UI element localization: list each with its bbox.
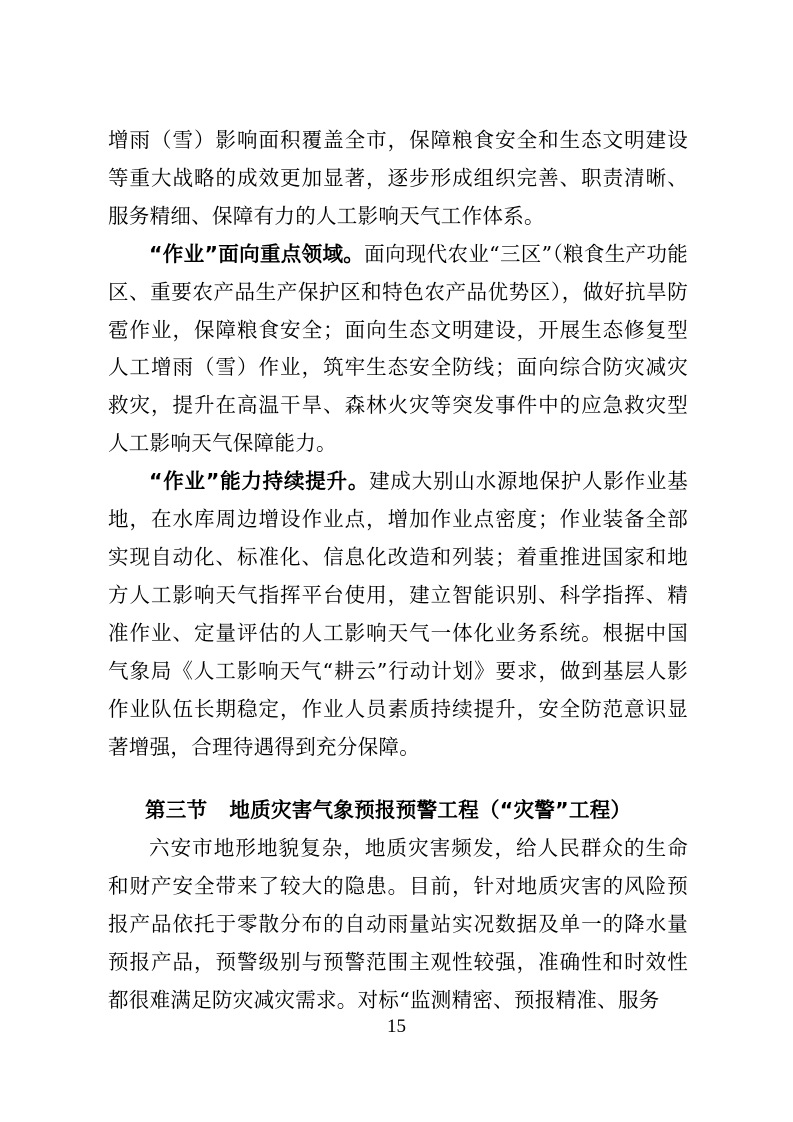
paragraph-key-areas: [108, 236, 688, 463]
paragraph-lead-heading: “作业”面向重点领域。: [149, 241, 365, 266]
paragraph-text: 建成大别山水源地保护人影作业基地，在水库周边增设作业点，增加作业点密度；作业装备全部实现自动化、标准化、信息化改造和列装；着重推进国家和地方人工影响天气指挥平台使用，建立智能识别、科学指挥、精准作业、定量评估的人工影响天气一体化业务系统。根据中国气象局《人工影响天气“耕云”行动计划》要求，做到基层人影作业队伍长期稳定，作业人员素质持续提升，安全防范意识显著增强，合理待遇得到充分保障。: [108, 469, 688, 759]
page-number: 15: [387, 1016, 406, 1037]
paragraph-text: 增雨（雪）影响面积覆盖全市，保障粮食安全和生态文明建设等重大战略的成效更加显著，逐步形成组织完善、职责清晰、服务精细、保障有力的人工影响天气工作体系。: [108, 128, 688, 228]
paragraph-geohazard: [108, 830, 688, 1020]
page-body: [108, 122, 688, 1020]
paragraph-continuation: [108, 122, 688, 236]
section-number: 第三节: [145, 798, 208, 823]
section-title: 地质灾害气象预报预警工程（“灾警”工程）: [229, 798, 632, 823]
section-heading: [108, 792, 688, 830]
paragraph-lead-heading: “作业”能力持续提升。: [149, 469, 370, 494]
paragraph-text: 六安市地形地貌复杂，地质灾害频发，给人民群众的生命和财产安全带来了较大的隐患。目前，针对地质灾害的风险预报产品依托于零散分布的自动雨量站实况数据及单一的降水量预报产品，预警级别与预警范围主观性较强，准确性和时效性都很难满足防灾减灾需求。对标“监测精密、预报精准、服务: [108, 836, 688, 1012]
paragraph-text: 面向现代农业“三区”（粮食生产功能区、重要农产品生产保护区和特色农产品优势区），做好抗旱防雹作业，保障粮食安全；面向生态文明建设，开展生态修复型人工增雨（雪）作业，筑牢生态安全防线；面向综合防灾减灾救灾，提升在高温干旱、森林火灾等突发事件中的应急救灾型人工影响天气保障能力。: [108, 241, 689, 456]
paragraph-capability: [108, 463, 688, 766]
